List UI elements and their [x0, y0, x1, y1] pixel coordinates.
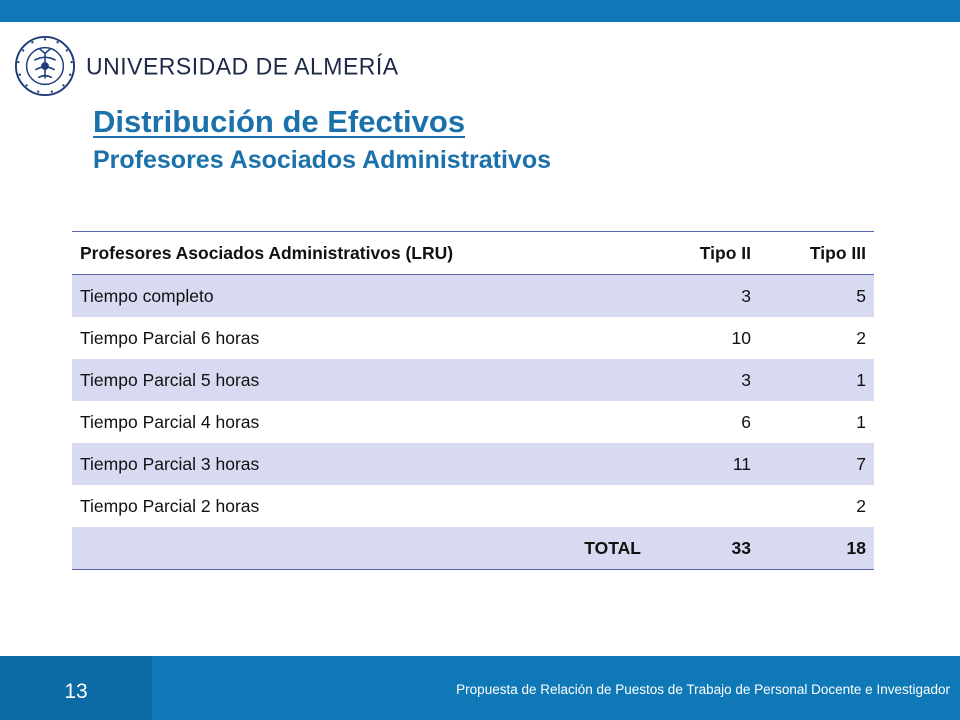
university-seal-icon	[14, 35, 76, 97]
tipo-ii-value: 10	[731, 327, 751, 348]
page-subtitle: Profesores Asociados Administrativos	[93, 146, 552, 174]
total-row	[72, 527, 874, 570]
top-accent-bar	[0, 0, 960, 22]
tipo-iii-value: 2	[856, 495, 866, 516]
tipo-ii-value: 3	[741, 285, 751, 306]
tipo-ii-value	[649, 485, 759, 527]
total-tipo-iii: 18	[846, 537, 866, 558]
institution-name: UNIVERSIDAD DE ALMERÍA	[86, 51, 399, 80]
row-label: Tiempo Parcial 4 horas	[80, 411, 260, 432]
tipo-iii-value: 2	[856, 327, 866, 348]
row-label: Tiempo Parcial 3 horas	[80, 453, 260, 474]
table-row	[72, 485, 874, 527]
table-row	[72, 401, 874, 443]
staff-distribution-table	[72, 231, 874, 570]
page-title: Distribución de Efectivos	[93, 104, 466, 139]
tipo-iii-value: 7	[856, 453, 866, 474]
table-row	[72, 443, 874, 485]
row-label: Tiempo Parcial 5 horas	[80, 369, 260, 390]
table-row	[72, 359, 874, 401]
university-logo	[14, 34, 399, 98]
footer-bar	[0, 656, 960, 720]
tipo-iii-value: 1	[856, 369, 866, 390]
table-header-row	[72, 232, 874, 275]
tipo-iii-value: 1	[856, 411, 866, 432]
total-tipo-ii: 33	[731, 537, 751, 558]
page-number-box	[0, 656, 152, 720]
tipo-ii-value: 11	[732, 453, 751, 474]
tipo-iii-value: 5	[856, 285, 866, 306]
tipo-ii-value: 3	[741, 369, 751, 390]
table-row	[72, 317, 874, 359]
tipo-ii-value: 6	[741, 411, 751, 432]
page-number: 13	[64, 680, 88, 703]
row-label: Tiempo completo	[80, 285, 214, 306]
row-label: Tiempo Parcial 2 horas	[80, 495, 260, 516]
total-label: TOTAL	[584, 537, 641, 558]
footer-caption: Propuesta de Relación de Puestos de Trabajo de Personal Docente e Investigador	[456, 682, 950, 697]
table-row	[72, 275, 874, 318]
column-header-tipo-ii: Tipo II	[699, 242, 751, 263]
column-header-category: Profesores Asociados Administrativos (LRU)	[80, 242, 454, 263]
row-label: Tiempo Parcial 6 horas	[80, 327, 260, 348]
column-header-tipo-iii: Tipo III	[809, 242, 866, 263]
